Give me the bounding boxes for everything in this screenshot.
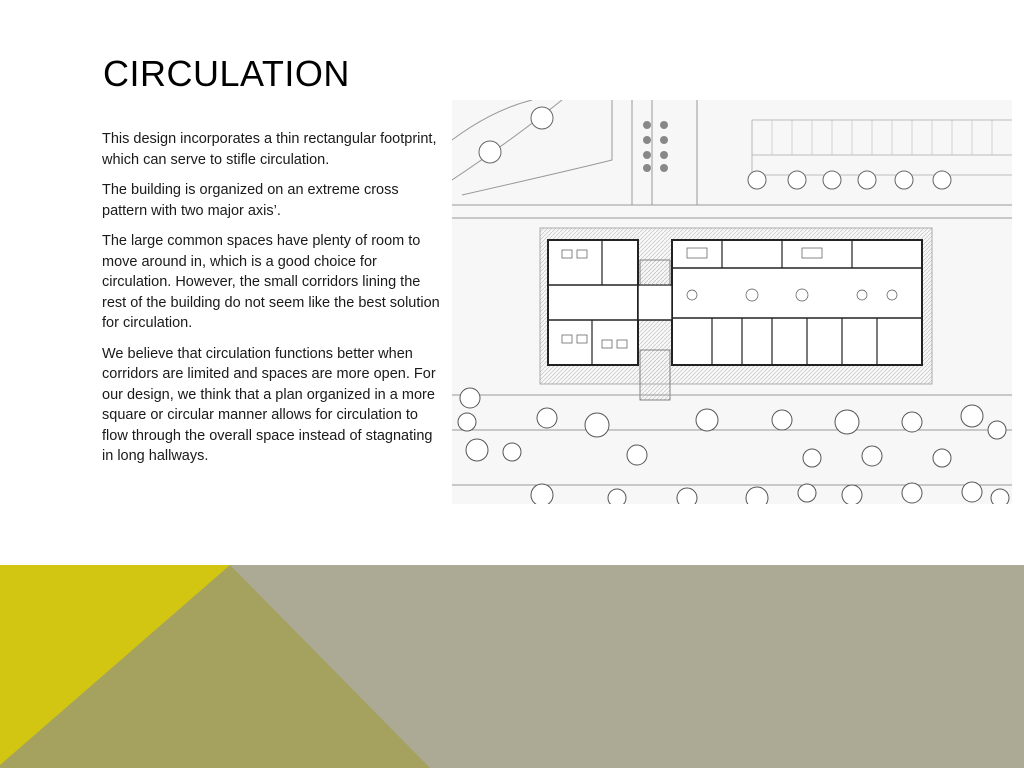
paragraph: The building is organized on an extreme cross pattern with two major axis’. bbox=[102, 182, 399, 219]
decorative-footer-band bbox=[0, 565, 1024, 768]
paragraph: This design incorporates a thin rectangular footprint, which can serve to stifle circulation. bbox=[102, 131, 437, 168]
paragraph: We believe that circulation functions better when corridors are limited and spaces are more open. For our design, we think that a plan organized in a more square or circular manner allows for circulation to flow through the overall space instead of stagnating in long hallways. bbox=[102, 345, 436, 464]
site-plan-drawing bbox=[452, 100, 1012, 504]
paragraph: The large common spaces have plenty of room to move around in, which is a good choice for circulation. However, the small corridors lining the rest of the building do not seem like the best solution for circulation. bbox=[102, 233, 440, 331]
body-text bbox=[102, 129, 442, 477]
slide-title: CIRCULATION bbox=[103, 53, 350, 94]
